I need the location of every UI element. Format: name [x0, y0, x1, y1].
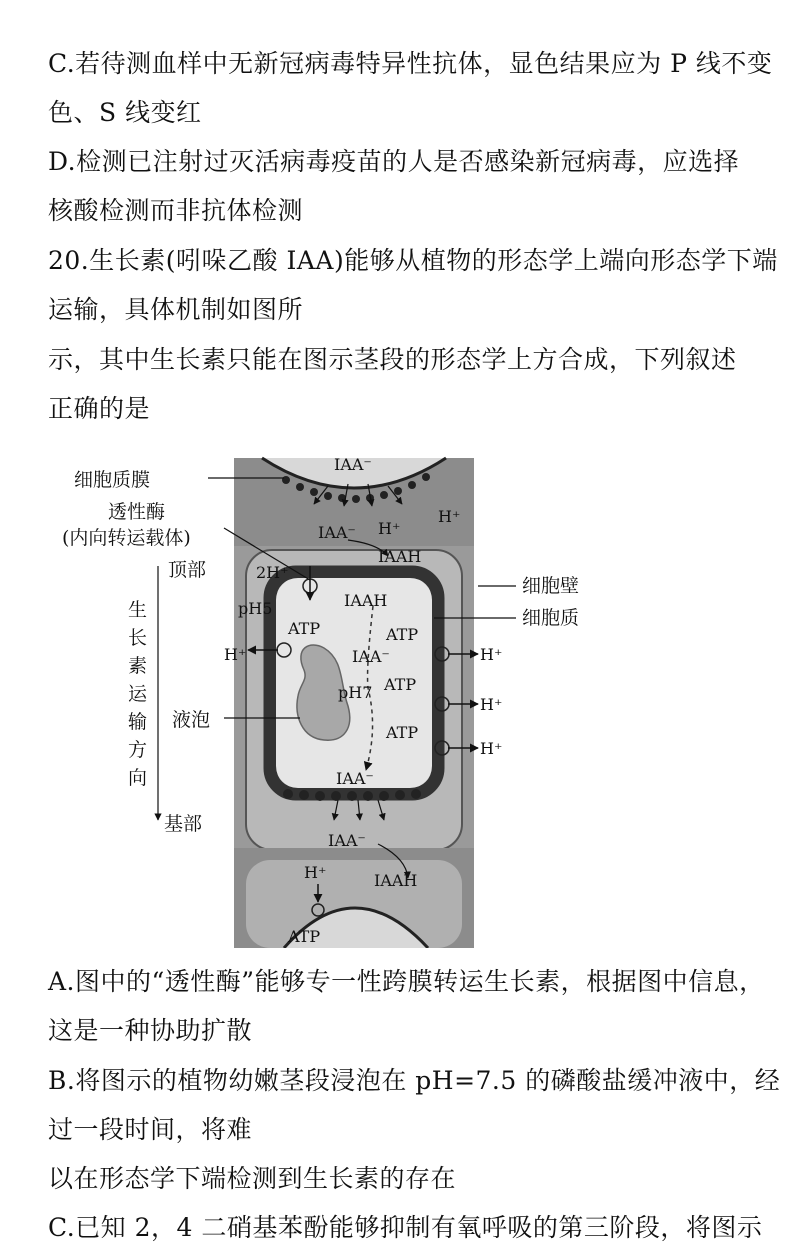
direction-char: 运: [128, 683, 148, 705]
direction-char: 素: [128, 655, 148, 677]
direction-label: [128, 599, 148, 789]
direction-char: 生: [128, 599, 148, 621]
option-line: B.将图示的植物幼嫩茎段浸泡在 pH=7.5 的磷酸盐缓冲液中，经: [48, 1066, 781, 1095]
chem-atp: ATP: [288, 619, 321, 638]
label-cell-membrane: 细胞质膜: [74, 469, 151, 491]
chem-iaah: IAAH: [374, 871, 418, 890]
auxin-transport-diagram: [48, 448, 760, 948]
option-line: 过一段时间，将难: [48, 1115, 253, 1144]
label-vacuole: 液泡: [172, 709, 211, 731]
chem-atp: ATP: [386, 625, 419, 644]
chem-h-plus: H⁺: [480, 645, 503, 664]
chem-iaa-minus: IAA⁻: [328, 831, 366, 850]
chem-iaa-minus: IAA⁻: [336, 769, 374, 788]
text-line: 运输，具体机制如图所: [48, 295, 304, 324]
chem-atp: ATP: [384, 675, 417, 694]
chem-ph7: pH7: [338, 683, 373, 702]
chem-iaah: IAAH: [378, 547, 422, 566]
chem-h-plus: H⁺: [480, 739, 503, 758]
label-carrier: (内向转运载体): [62, 527, 191, 549]
label-cell-wall: 细胞壁: [522, 575, 580, 597]
lower-cell: [234, 848, 474, 948]
chem-h-plus: H⁺: [438, 507, 461, 526]
chem-2h: 2H⁺: [256, 563, 289, 582]
option-line: 这是一种协助扩散: [48, 1016, 253, 1045]
text-line: 核酸检测而非抗体检测: [48, 196, 304, 225]
text-line: 示，其中生长素只能在图示茎段的形态学上方合成，下列叙述: [48, 345, 737, 374]
direction-char: 向: [128, 767, 148, 789]
chem-iaa-minus: IAA⁻: [334, 455, 372, 474]
text-line: C.若待测血样中无新冠病毒特异性抗体，显色结果应为 P 线不变: [48, 49, 773, 78]
chem-ph5: pH5: [238, 599, 273, 618]
option-line: A.图中的“透性酶”能够专一性跨膜转运生长素，根据图中信息，: [48, 967, 765, 996]
label-permease: 透性酶: [108, 501, 166, 523]
text-line: 色、S 线变红: [48, 98, 202, 127]
text-line: D.检测已注射过灭活病毒疫苗的人是否感染新冠病毒，应选择: [48, 147, 740, 176]
chem-h-plus: H⁺: [224, 645, 247, 664]
label-top: 顶部: [168, 559, 207, 581]
direction-char: 长: [128, 627, 148, 649]
chem-h-plus: H⁺: [304, 863, 327, 882]
label-cytoplasm: 细胞质: [522, 607, 580, 629]
direction-char: 输: [128, 711, 148, 733]
text-line: 正确的是: [48, 394, 151, 423]
label-bottom: 基部: [164, 813, 203, 835]
option-line: C.已知 2，4 二硝基苯酚能够抑制有氧呼吸的第三阶段，将图示: [48, 1213, 763, 1242]
chem-atp: ATP: [386, 723, 419, 742]
chem-iaa-minus: IAA⁻: [318, 523, 356, 542]
chem-iaah: IAAH: [344, 591, 388, 610]
direction-char: 方: [128, 739, 148, 761]
chem-iaa-minus: IAA⁻: [352, 647, 390, 666]
chem-h-plus: H⁺: [480, 695, 503, 714]
chem-h-plus: H⁺: [378, 519, 401, 538]
option-line: 以在形态学下端检测到生长素的存在: [48, 1164, 457, 1193]
text-line: 20.生长素(吲哚乙酸 IAA)能够从植物的形态学上端向形态学下端: [48, 246, 778, 275]
chem-atp: ATP: [288, 927, 321, 946]
